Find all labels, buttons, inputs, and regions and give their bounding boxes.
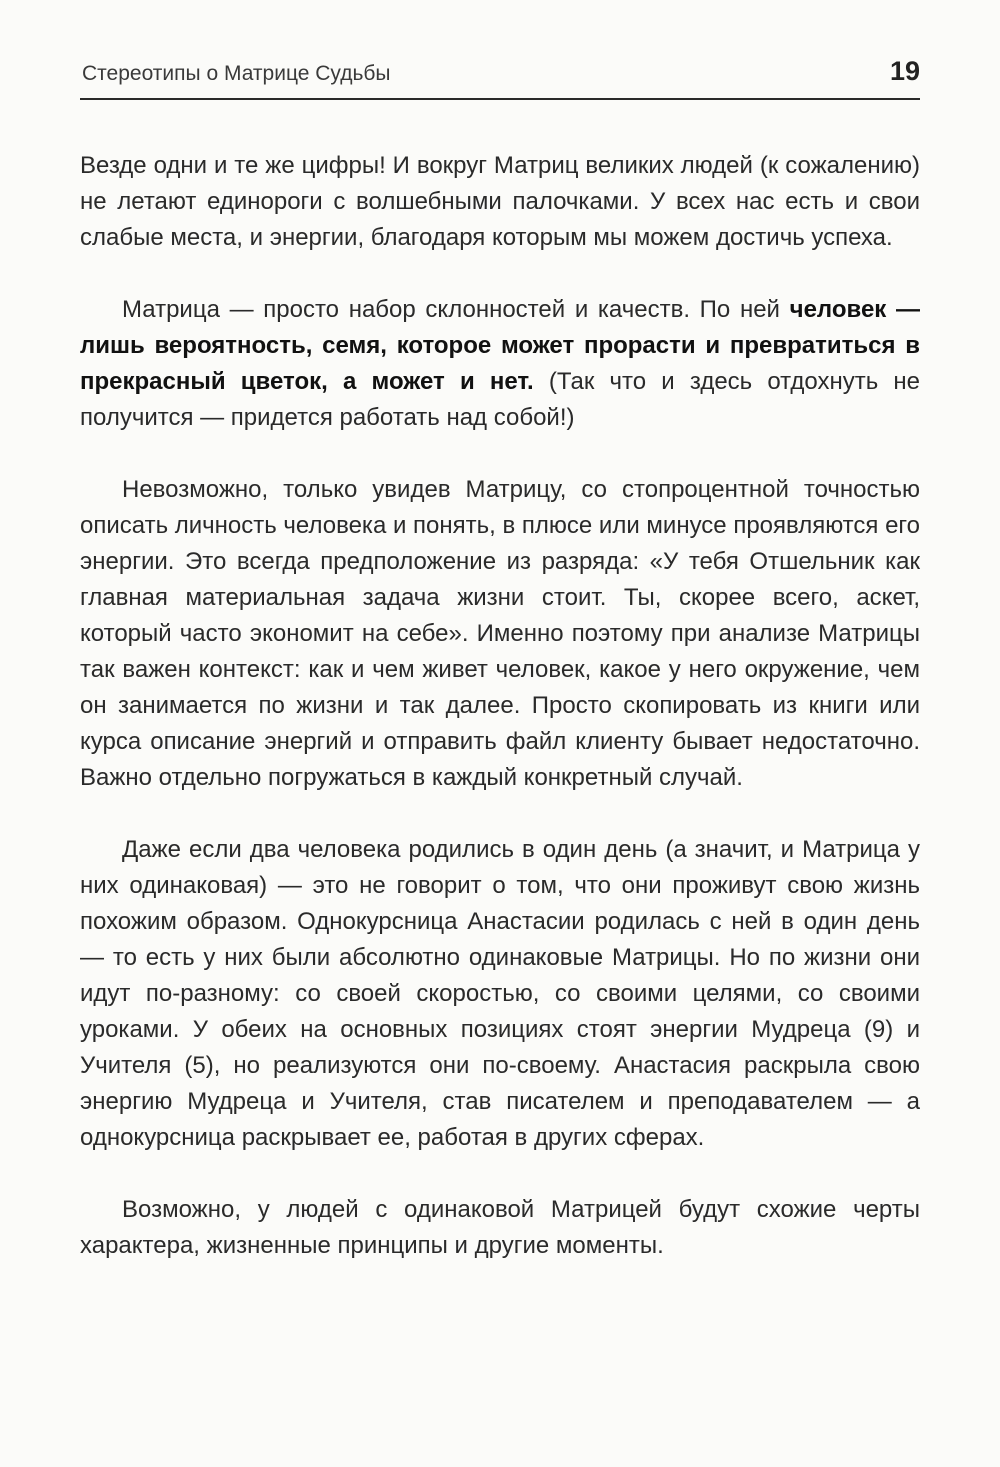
paragraph-2-lead: Матрица — просто набор склонностей и качеств. По ней xyxy=(122,296,790,323)
paragraph-4: Даже если два человека родились в один день (а значит, и Матрица у них одинаковая) — это не говорит о том, что они проживут свою жизнь похожим образом. Однокурсница Анастасии родилась с ней в один день — то есть у них были абсолютно одинаковые Матрицы. Но по жизни они идут по-разному: со своей скоростью, со своими целями, со своими уроками. У обеих на основных позициях стоят энергии Мудреца (9) и Учителя (5), но реализуются они по-своему. Анастасия раскрыла свою энергию Мудреца и Учителя, став писателем и преподавателем — а однокурсница раскрывает ее, работая в других сферах. xyxy=(80,836,920,1151)
paragraph-5: Возможно, у людей с одинаковой Матрицей будут схожие черты характера, жизненные принципы и другие моменты. xyxy=(80,1196,920,1259)
paragraph-2-tail: (Так что и здесь отдохнуть не получится — придется работать над собой!) xyxy=(80,368,920,431)
running-header xyxy=(80,52,920,100)
chapter-title: Стереотипы о Матрице Судьбы xyxy=(82,62,391,85)
paragraph-2 xyxy=(80,292,920,436)
body-text xyxy=(80,148,920,1300)
page-number: 19 xyxy=(889,56,920,86)
paragraph-2-emphasis: человек — лишь вероятность, семя, которое может прорасти и превратиться в прекрасный цветок, а может и нет. xyxy=(80,296,920,395)
paragraph-1: Везде одни и те же цифры! И вокруг Матриц великих людей (к сожалению) не летают единороги с волшебными палочками. У всех нас есть и свои слабые места, и энергии, благодаря которым мы можем достичь успеха. xyxy=(80,152,920,251)
paragraph-3: Невозможно, только увидев Матрицу, со стопроцентной точностью описать личность человека и понять, в плюсе или минусе проявляются его энергии. Это всегда предположение из разряда: «У тебя Отшельник как главная материальная задача жизни стоит. Ты, скорее всего, аскет, который часто экономит на себе». Именно поэтому при анализе Матрицы так важен контекст: как и чем живет человек, какое у него окружение, чем он занимается по жизни и так далее. Просто скопировать из книги или курса описание энергий и отправить файл клиенту бывает недостаточно. Важно отдельно погружаться в каждый конкретный случай. xyxy=(80,476,920,791)
